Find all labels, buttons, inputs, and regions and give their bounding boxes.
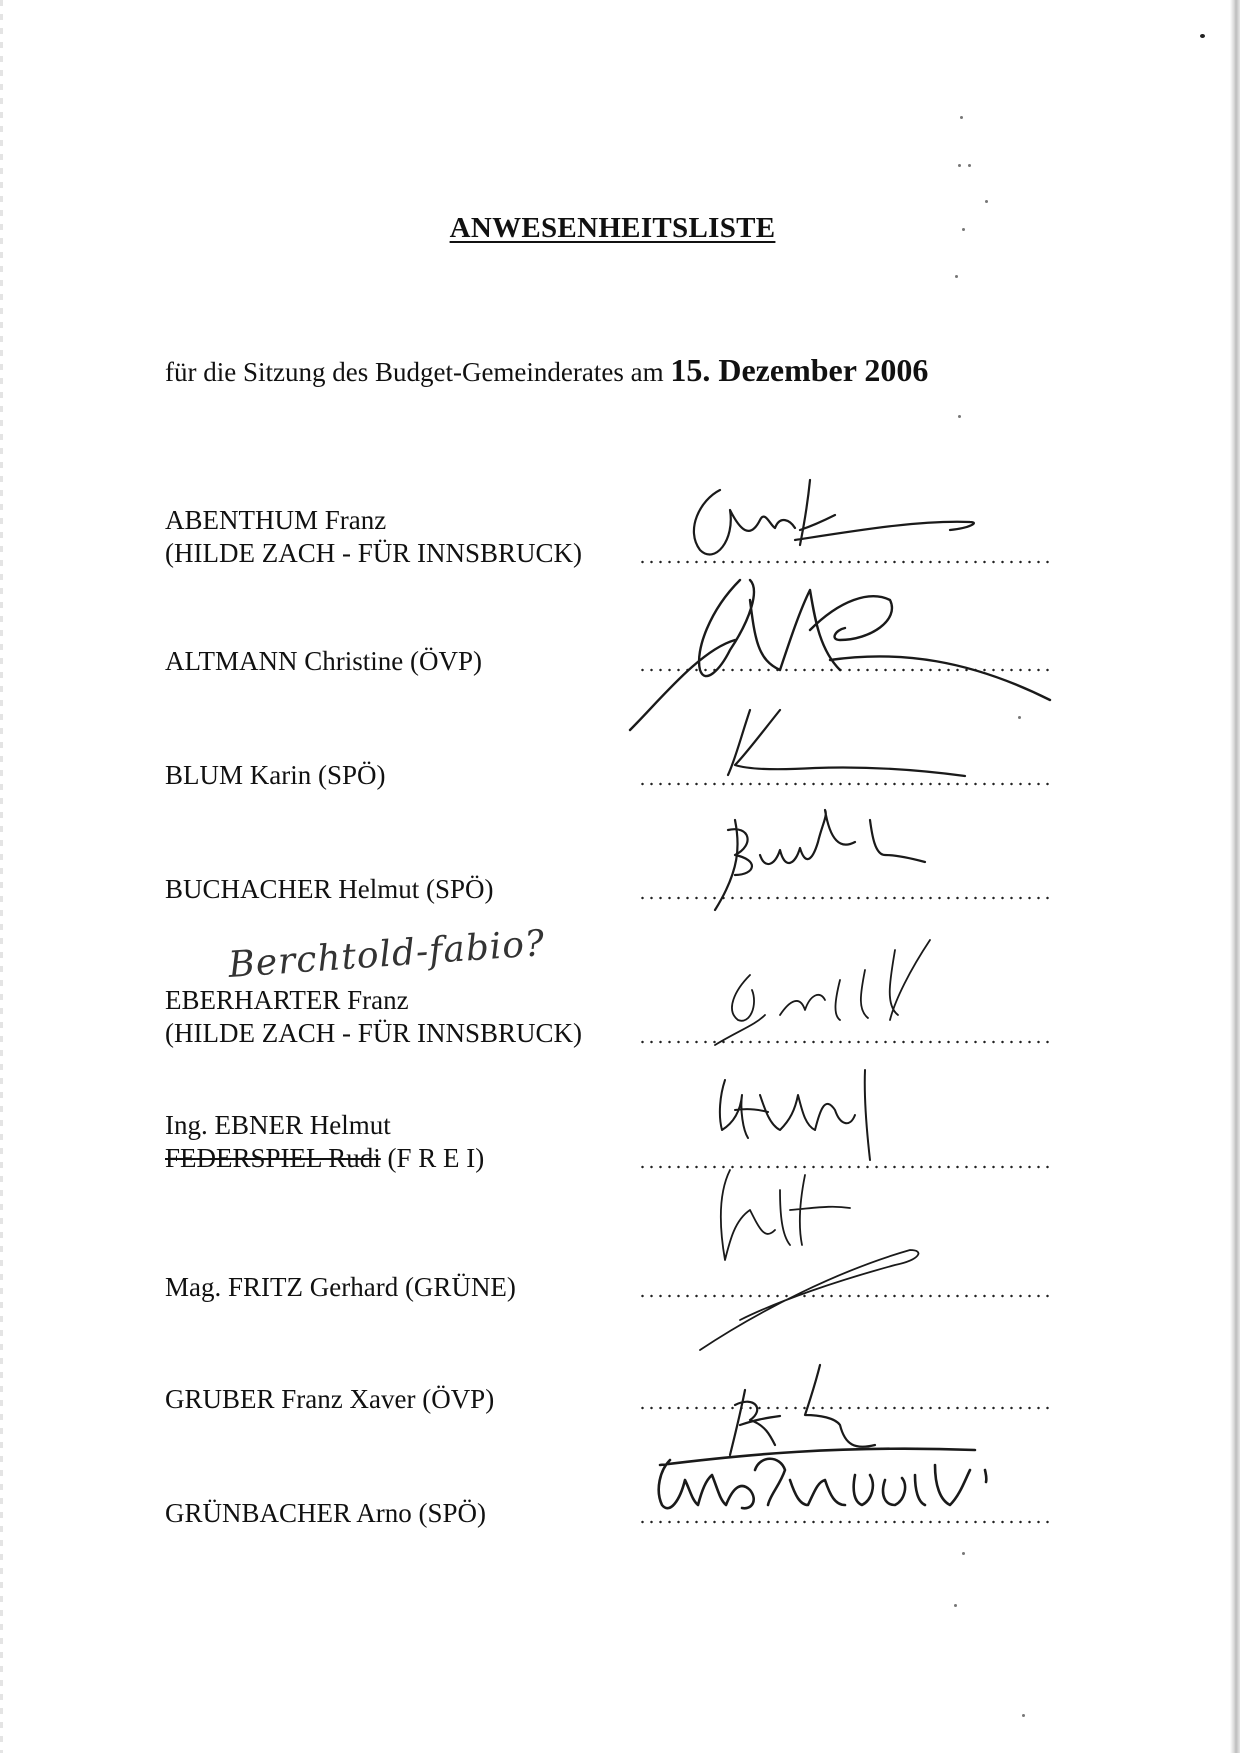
attendee-row (165, 712, 1065, 792)
attendee-name (165, 984, 582, 1050)
attendee-name-line1: BLUM Karin (SPÖ) (165, 760, 386, 790)
attendee-name-line2 (165, 1142, 484, 1175)
scan-speck (1200, 34, 1205, 38)
scan-speck (958, 415, 961, 418)
attendee-name-line1: GRUBER Franz Xaver (ÖVP) (165, 1384, 495, 1414)
attendee-row (165, 480, 1065, 570)
signature-line (638, 560, 1053, 564)
attendee-row (165, 1336, 1065, 1416)
attendee-row (165, 826, 1065, 906)
party-label: (F R E I) (380, 1143, 485, 1173)
attendee-name-line1: Mag. FRITZ Gerhard (GRÜNE) (165, 1272, 516, 1302)
signature-line (638, 1165, 1053, 1169)
attendee-name-line1: ABENTHUM Franz (165, 505, 387, 535)
attendee-name (165, 873, 494, 906)
page-title: ANWESENHEITSLISTE (449, 212, 776, 244)
signature-line (638, 1294, 1053, 1298)
signature-line (638, 1040, 1053, 1044)
attendee-name (165, 1109, 484, 1175)
scan-edge-left (0, 0, 3, 1753)
meeting-subtitle (165, 352, 928, 389)
scan-speck (960, 116, 963, 119)
attendee-name-line1: EBERHARTER Franz (165, 985, 409, 1015)
attendee-name-line1: ALTMANN Christine (ÖVP) (165, 646, 482, 676)
scan-edge-right (1230, 0, 1240, 1753)
attendee-name-line2: (HILDE ZACH - FÜR INNSBRUCK) (165, 538, 582, 568)
attendee-name-line1: Ing. EBNER Helmut (165, 1110, 391, 1140)
signature-line (638, 668, 1053, 672)
attendee-name (165, 504, 582, 570)
attendee-name (165, 759, 386, 792)
scan-speck (954, 1604, 957, 1607)
attendee-row (165, 1450, 1065, 1530)
signature-line (638, 782, 1053, 786)
attendee-row (165, 1085, 1065, 1175)
signature-line (638, 1520, 1053, 1524)
attendee-name (165, 1497, 486, 1530)
scan-speck (968, 164, 971, 167)
attendee-name-line1: GRÜNBACHER Arno (SPÖ) (165, 1498, 487, 1528)
subtitle-prefix: für die Sitzung des Budget-Gemeinderates am (165, 357, 664, 387)
scan-speck (985, 200, 988, 203)
meeting-date: 15. Dezember 2006 (670, 352, 929, 388)
attendee-name (165, 1383, 494, 1416)
attendee-name-line1: BUCHACHER Helmut (SPÖ) (165, 874, 494, 904)
attendee-name-line2: (HILDE ZACH - FÜR INNSBRUCK) (165, 1018, 582, 1048)
handwritten-annotation: Berchtold-fabio? (226, 922, 547, 987)
attendee-row (165, 1224, 1065, 1304)
scan-speck (958, 164, 961, 167)
signature-line (638, 1406, 1053, 1410)
attendee-row (165, 598, 1065, 678)
scan-speck (1022, 1714, 1025, 1717)
struck-name: FEDERSPIEL Rudi (165, 1143, 381, 1173)
attendee-name (165, 1271, 516, 1304)
attendee-name (165, 645, 482, 678)
signature-line (638, 896, 1053, 900)
scan-speck (962, 1552, 965, 1555)
scan-speck (955, 275, 958, 278)
